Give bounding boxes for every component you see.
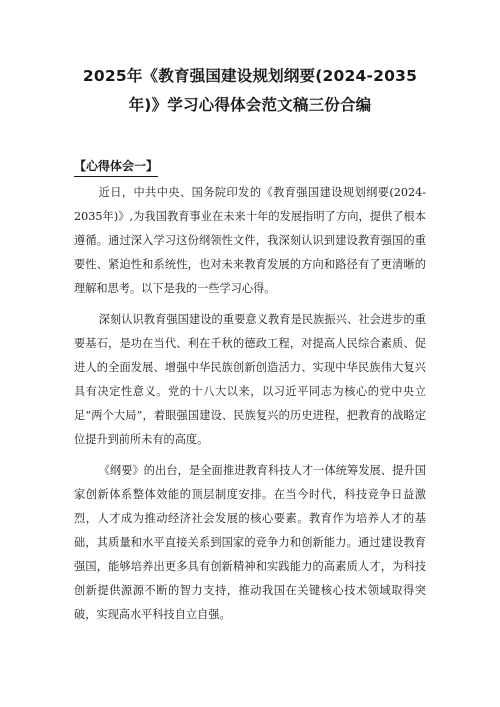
section-heading: 【心得体会一】	[74, 156, 158, 177]
paragraph-1: 近日，中共中央、国务院印发的《教育强国建设规划纲要(2024-2035年)》,为我国教育事业在未来十年的发展指明了方向，提供了根本遵循。通过深入学习这份纲领性文件，我深刻认识到建设教育强国的重要性、紧迫性和系统性，也对未来教育发展的方向和路径有了更清晰的理解和思考。以下是我的一些学习心得。	[74, 186, 426, 295]
paragraph-3: 《纲要》的出台，是全面推进教育科技人才一体统筹发展、提升国家创新体系整体效能的顶层制度安排。在当今时代，科技竞争日益激烈，人才成为推动经济社会发展的核心要素。教育作为培养人才的基础，其质量和水平直接关系到国家的竞争力和创新能力。通过建设教育强国，能够培养出更多具有创新精神和实践能力的高素质人才，为科技创新提供源源不断的智力支持，推动我国在关键核心技术领域取得突破，实现高水平科技自立自强。	[74, 464, 426, 621]
document-title: 2025年《教育强国建设规划纲要(2024-2035年)》学习心得体会范文稿三份合编	[82, 67, 418, 114]
paragraph-2: 深刻认识教育强国建设的重要意义教育是民族振兴、社会进步的重要基石，是功在当代、利在千秋的德政工程，对提高人民综合素质、促进人的全面发展、增强中华民族创新创造活力、实现中华民族伟大复兴具有决定性意义。党的十八大以来，以习近平同志为核心的党中央立足“两个大局”，着眼强国建设、民族复兴的历史进程，把教育的战略定位提升到前所未有的高度。	[74, 313, 426, 446]
